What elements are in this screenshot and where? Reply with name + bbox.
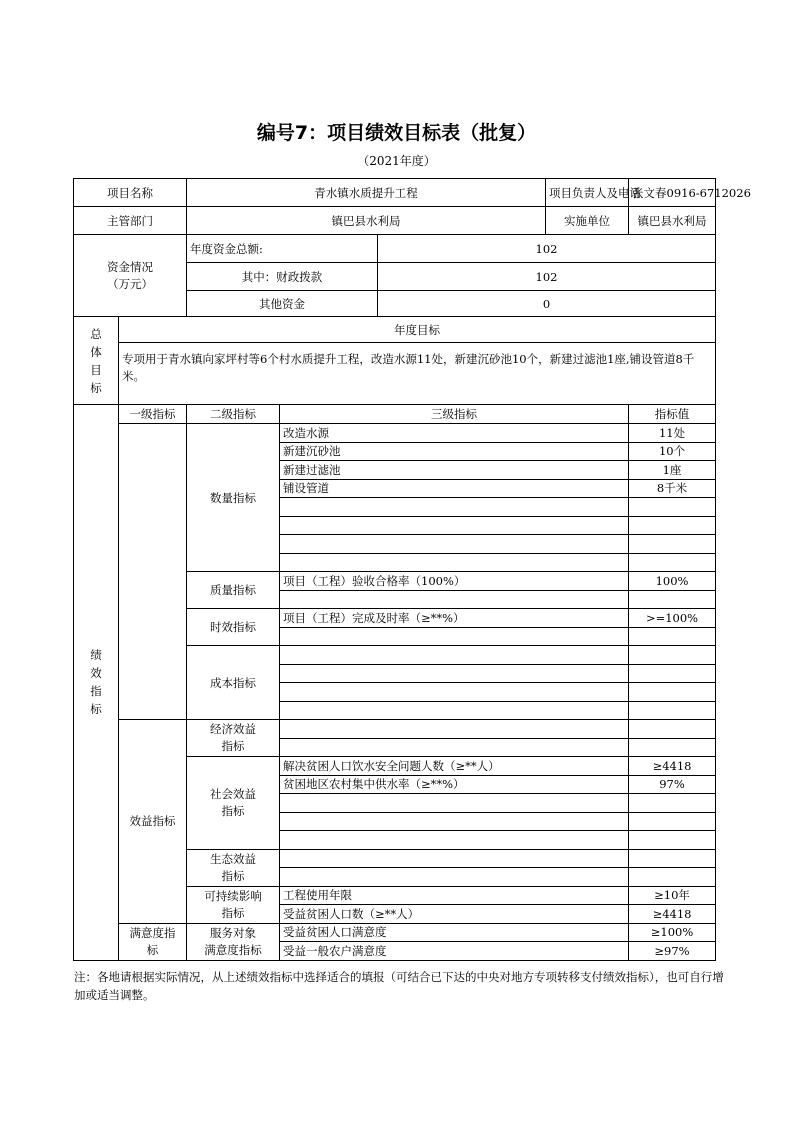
indicator-name [280, 535, 629, 554]
ecological-label [187, 849, 280, 886]
funds-label [74, 235, 187, 317]
indicator-value [629, 812, 716, 831]
page-title: 编号7：项目绩效目标表（批复） [256, 122, 537, 144]
owner-value: 张文春0916-6712026 [629, 179, 716, 207]
indicator-name [280, 701, 629, 720]
indicator-value [629, 535, 716, 554]
perf-char: 绩 [90, 648, 102, 663]
indicator-value [629, 738, 716, 757]
dept-label: 主管部门 [74, 207, 187, 235]
indicator-name [280, 831, 629, 850]
funds-total-value: 102 [378, 235, 716, 263]
output-indicator-cell [119, 424, 187, 720]
indicator-name [280, 498, 629, 517]
funds-label-line1: 资金情况 [107, 259, 153, 274]
social-label [187, 757, 280, 850]
indicator-name: 新建沉砂池 [280, 442, 629, 461]
indicator-value [629, 683, 716, 702]
performance-target-table [73, 178, 751, 961]
impl-label: 实施单位 [546, 207, 629, 235]
satisfaction-label-line1: 满意度指 [129, 925, 176, 940]
indicator-value: 1座 [629, 461, 716, 480]
funds-fiscal-label: 其中：财政拨款 [187, 263, 378, 291]
indicator-name [280, 683, 629, 702]
satisfaction-label-line2: 标 [146, 942, 159, 957]
indicator-name [280, 646, 629, 665]
goal-text: 专项用于青水镇向家坪村等6个村水质提升工程，改造水源11处，新建沉砂池10个，新建过滤池1座,铺设管道8千米。 [119, 343, 716, 405]
indicator-value: 100% [629, 572, 716, 591]
indicator-name [280, 738, 629, 757]
indicator-value: 8千米 [629, 479, 716, 498]
ecological-label-line2: 指标 [221, 868, 245, 883]
cost-label: 成本指标 [187, 646, 280, 720]
social-label-line1: 社会效益 [210, 786, 256, 801]
goal-char: 标 [90, 380, 102, 395]
indicator-name: 受益贫困人口满意度 [280, 923, 629, 942]
perf-label [74, 405, 119, 961]
project-name-value: 青水镇水质提升工程 [187, 179, 546, 207]
indicator-name [280, 664, 629, 683]
indicator-name [280, 553, 629, 572]
perf-char: 指 [90, 684, 102, 699]
service-satisfaction-line2: 满意度指标 [204, 942, 262, 957]
indicator-value [629, 701, 716, 720]
indicator-name: 新建过滤池 [280, 461, 629, 480]
indicator-name [280, 868, 629, 887]
funds-fiscal-value: 102 [378, 263, 716, 291]
indicator-value [629, 868, 716, 887]
social-label-line2: 指标 [221, 803, 245, 818]
indicator-name: 工程使用年限 [280, 886, 629, 905]
indicator-name: 项目（工程）完成及时率（≥**%） [280, 609, 629, 628]
indicator-name: 项目（工程）验收合格率（100%） [280, 572, 629, 591]
indicator-value [629, 498, 716, 517]
indicator-value [629, 720, 716, 739]
indicator-name: 解决贫困人口饮水安全问题人数（≥**人） [280, 757, 629, 776]
ecological-label-line1: 生态效益 [210, 851, 256, 866]
service-satisfaction-label [187, 923, 280, 960]
perf-char: 效 [90, 666, 102, 681]
indicator-name: 改造水源 [280, 424, 629, 443]
project-name-label: 项目名称 [74, 179, 187, 207]
benefit-label: 效益指标 [119, 720, 187, 924]
economic-label [187, 720, 280, 757]
indicator-name: 受益一般农户满意度 [280, 942, 629, 961]
indicator-name [280, 720, 629, 739]
economic-label-line2: 指标 [221, 739, 245, 753]
quality-label: 质量指标 [187, 572, 280, 609]
indicator-value: 97% [629, 775, 716, 794]
impl-value: 镇巴县水利局 [629, 207, 716, 235]
indicator-value [629, 664, 716, 683]
indicator-value: ≥97% [629, 942, 716, 961]
quantity-label: 数量指标 [187, 424, 280, 572]
page-subtitle: （2021年度） [357, 154, 436, 168]
indicator-value: ≥4418 [629, 757, 716, 776]
indicator-name: 受益贫困人口数（≥**人） [280, 905, 629, 924]
goal-char: 总 [90, 326, 102, 341]
goal-header: 年度目标 [119, 317, 716, 343]
indicator-value [629, 831, 716, 850]
indicator-name: 铺设管道 [280, 479, 629, 498]
header-level1: 一级指标 [119, 405, 187, 424]
sustainable-label-line2: 指标 [221, 905, 245, 920]
header-level2: 二级指标 [187, 405, 280, 424]
sustainable-label-line1: 可持续影响 [204, 888, 262, 903]
funds-label-line2: （万元） [107, 276, 153, 291]
indicator-name [280, 590, 629, 609]
goal-char: 目 [90, 362, 102, 377]
indicator-value [629, 553, 716, 572]
indicator-name [280, 794, 629, 813]
indicator-name [280, 849, 629, 868]
indicator-value: 10个 [629, 442, 716, 461]
indicator-value [629, 627, 716, 646]
indicator-name [280, 627, 629, 646]
indicator-value [629, 646, 716, 665]
timeliness-label: 时效指标 [187, 609, 280, 646]
dept-value: 镇巴县水利局 [187, 207, 546, 235]
funds-other-value: 0 [378, 291, 716, 317]
perf-char: 标 [90, 702, 102, 717]
indicator-value: ≥10年 [629, 886, 716, 905]
sustainable-label [187, 886, 280, 923]
indicator-value [629, 849, 716, 868]
indicator-value [629, 590, 716, 609]
header-level3: 三级指标 [280, 405, 629, 424]
service-satisfaction-line1: 服务对象 [210, 925, 256, 940]
indicator-value: ≥4418 [629, 905, 716, 924]
indicator-name: 贫困地区农村集中供水率（≥**%） [280, 775, 629, 794]
header-value: 指标值 [629, 405, 716, 424]
satisfaction-label [119, 923, 187, 960]
footnote: 注：各地请根据实际情况，从上述绩效指标中选择适合的填报（可结合已下达的中央对地方专项转移支付绩效指标），也可自行增加或适当调整。 [74, 970, 724, 1002]
indicator-value [629, 516, 716, 535]
owner-label: 项目负责人及电话 [546, 179, 629, 207]
funds-other-label: 其他资金 [187, 291, 378, 317]
indicator-value [629, 794, 716, 813]
indicator-value: 11处 [629, 424, 716, 443]
indicator-name [280, 812, 629, 831]
indicator-name [280, 516, 629, 535]
indicator-value: >=100% [629, 609, 716, 628]
funds-total-label: 年度资金总额: [187, 235, 378, 263]
goal-char: 体 [90, 344, 102, 359]
indicator-value: ≥100% [629, 923, 716, 942]
goal-label [74, 317, 119, 405]
economic-label-line1: 经济效益 [210, 722, 256, 736]
